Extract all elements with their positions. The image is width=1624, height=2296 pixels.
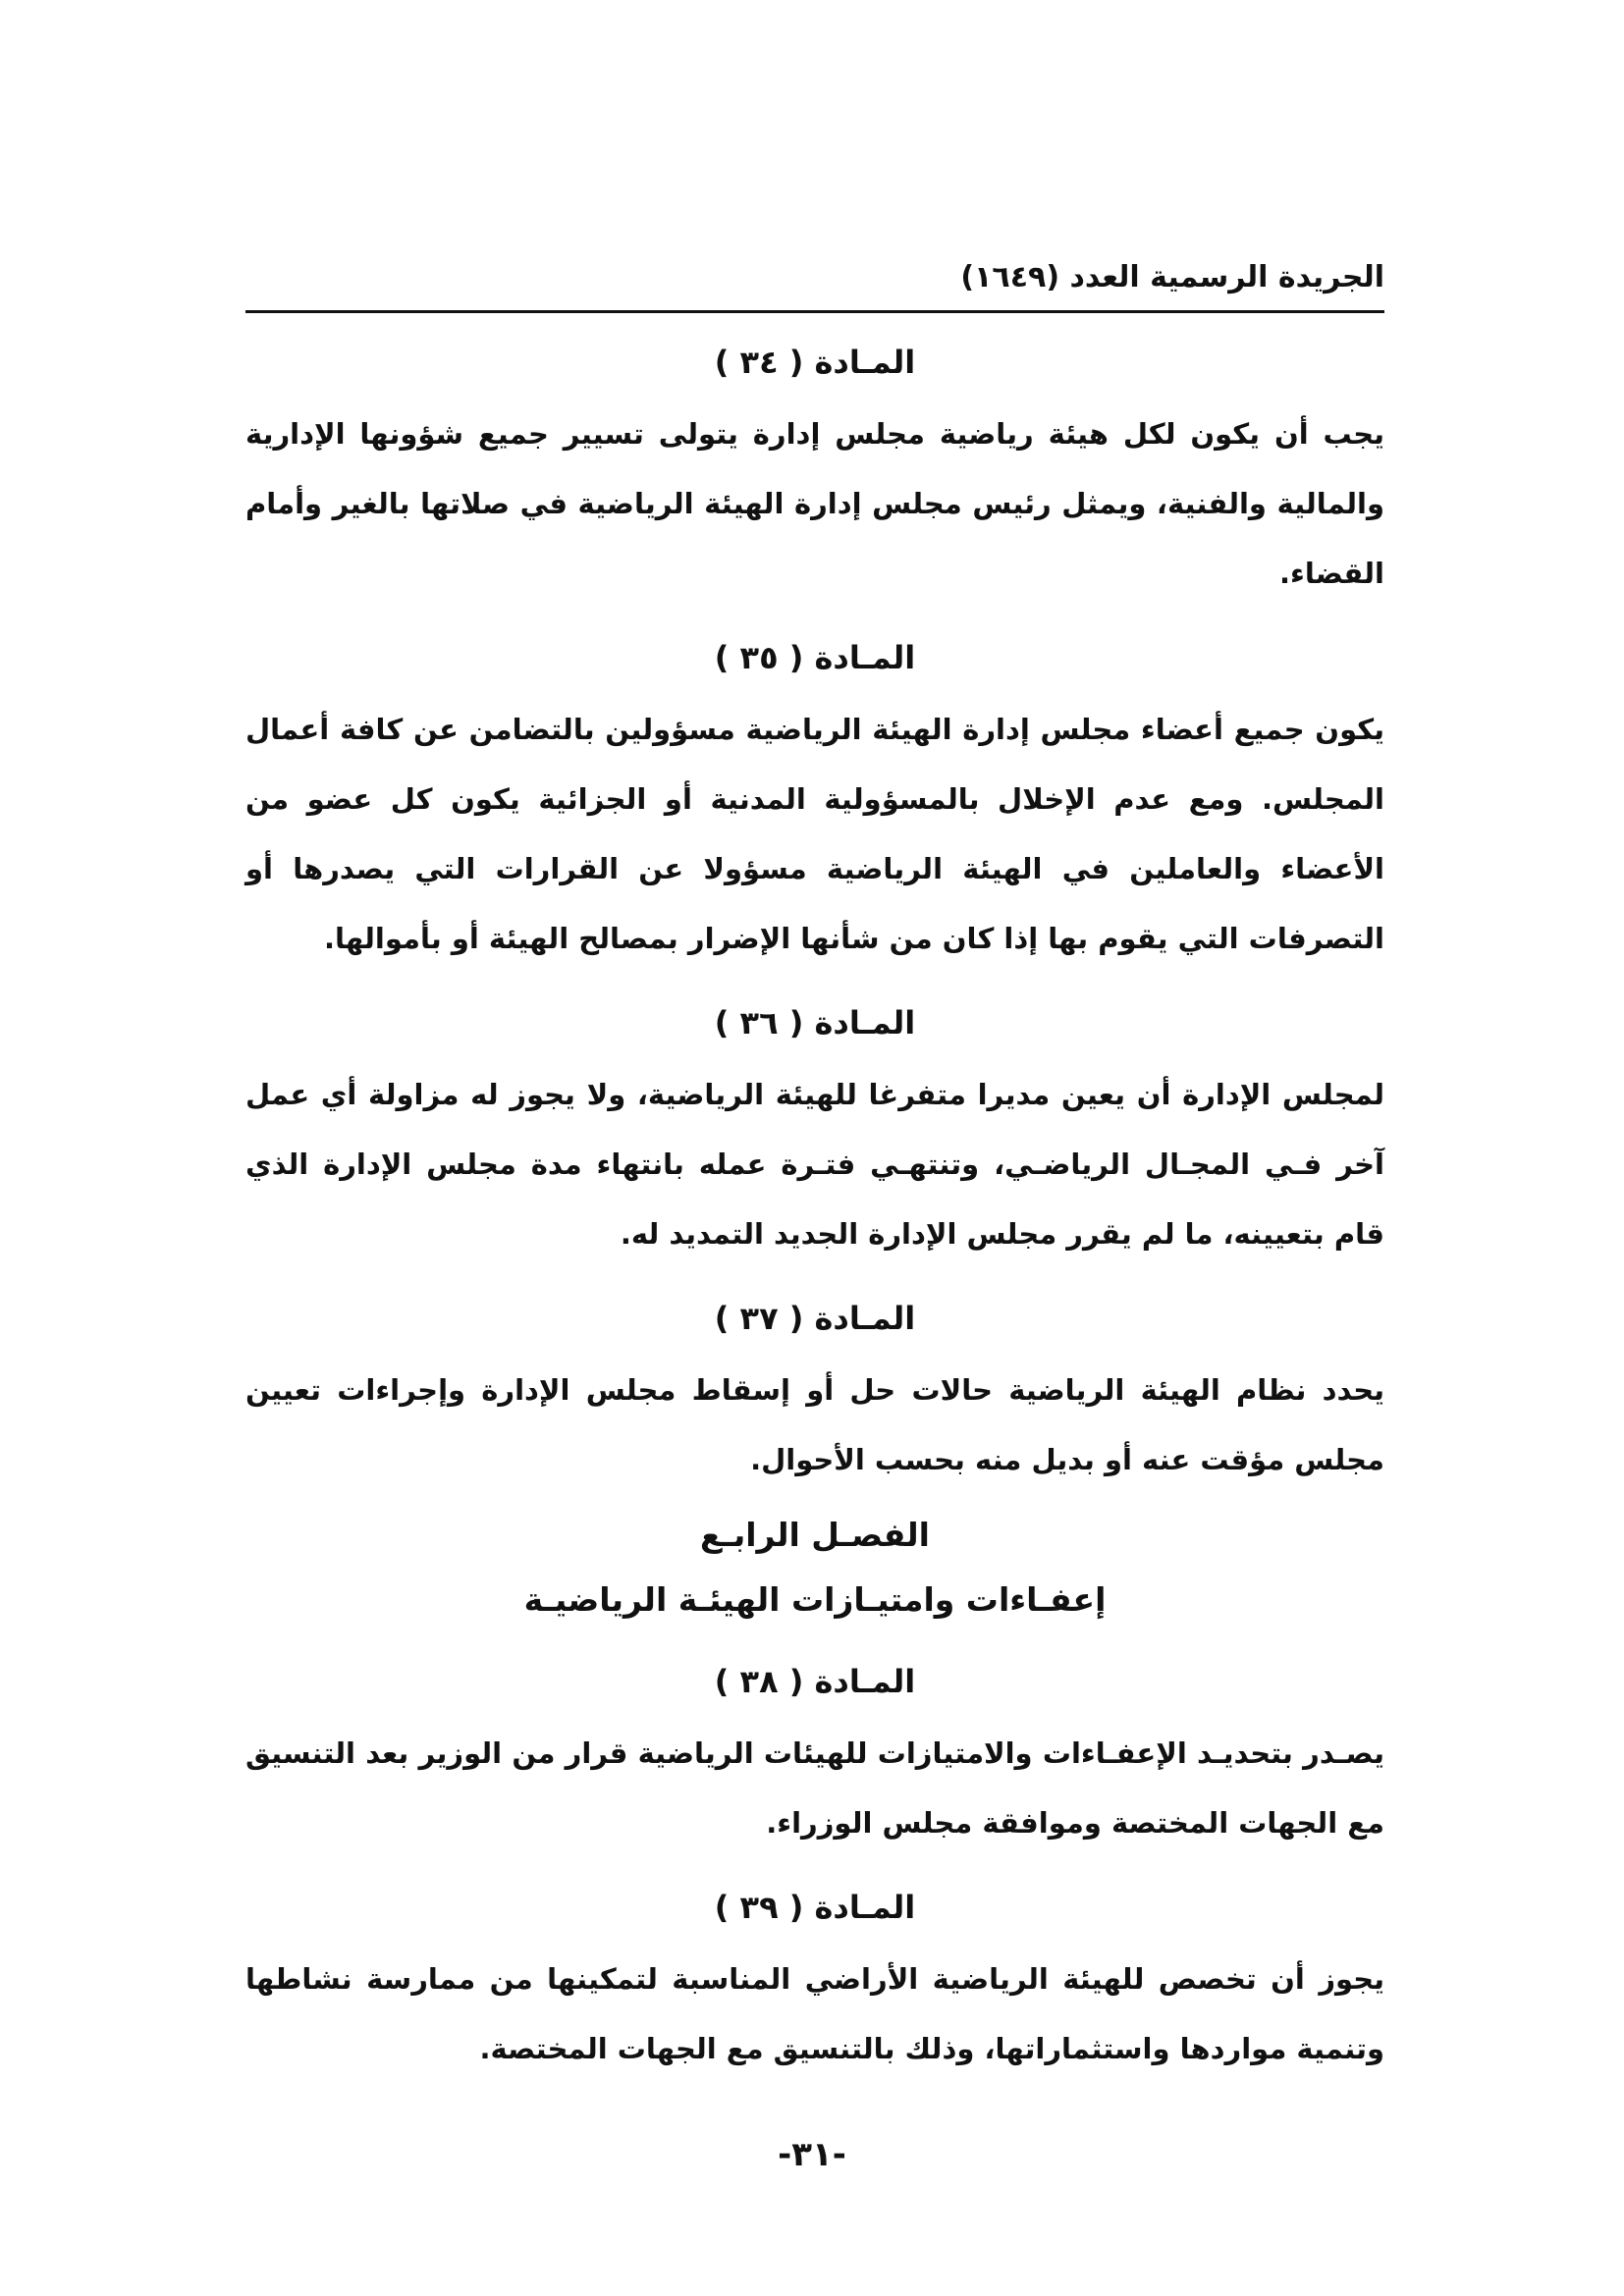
article-34-title: المـادة ( ٣٤ ) xyxy=(714,344,916,381)
running-header: الجريدة الرسمية العدد (١٦٤٩) xyxy=(960,260,1384,294)
article-35-text: يكون جميع أعضاء مجلس إدارة الهيئة الرياضية مسؤولين بالتضامن عن كافة أعمال المجلس. ومع عدم الإخلال بالمسؤولية المدنية أو الجزائية يكون كل عضو من الأعضاء والعاملين في الهيئة الرياضية مسؤولا عن القرارات التي يصدرها أو التصرفات التي يقوم بها إذا كان من شأنها الإضرار بمصالح الهيئة أو بأموالها. xyxy=(245,713,1384,955)
article-38-title: المـادة ( ٣٨ ) xyxy=(714,1663,916,1700)
article-39-text: يجوز أن تخصص للهيئة الرياضية الأراضي المناسبة لتمكينها من ممارسة نشاطها وتنمية مواردها واستثماراتها، وذلك بالتنسيق مع الجهات المختصة. xyxy=(245,1962,1384,2065)
chapter-title: إعفـاءات وامتيـازات الهيئـة الرياضيـة xyxy=(523,1580,1107,1619)
article-37-text: يحدد نظام الهيئة الرياضية حالات حل أو إسقاط مجلس الإدارة وإجراءات تعيين مجلس مؤقت عنه أو بديل منه بحسب الأحوال. xyxy=(245,1373,1384,1476)
page-number: -٣١- xyxy=(778,2135,846,2174)
article-35-title: المـادة ( ٣٥ ) xyxy=(714,639,916,676)
chapter-label: الفصـل الرابـع xyxy=(700,1516,930,1554)
header-rule xyxy=(245,310,1384,313)
article-38-text: يصـدر بتحديـد الإعفـاءات والامتيازات للهيئات الرياضية قرار من الوزير بعد التنسيق مع الجهات المختصة وموافقة مجلس الوزراء. xyxy=(245,1736,1384,1840)
article-37-title: المـادة ( ٣٧ ) xyxy=(714,1300,916,1337)
page-content xyxy=(245,255,1384,2092)
article-34-text: يجب أن يكون لكل هيئة رياضية مجلس إدارة يتولى تسيير جميع شؤونها الإدارية والمالية والفنية، ويمثل رئيس مجلس إدارة الهيئة الرياضية في صلاتها بالغير وأمام القضاء. xyxy=(245,417,1384,590)
article-36-text: لمجلس الإدارة أن يعين مديرا متفرغا للهيئة الرياضية، ولا يجوز له مزاولة أي عمل آخر فـي المجـال الرياضـي، وتنتهـي فتـرة عمله بانتهاء مدة مجلس الإدارة الذي قام بتعيينه، ما لم يقرر مجلس الإدارة الجديد التمديد له. xyxy=(245,1078,1384,1251)
article-36-title: المـادة ( ٣٦ ) xyxy=(714,1004,916,1041)
article-39-title: المـادة ( ٣٩ ) xyxy=(714,1889,916,1926)
